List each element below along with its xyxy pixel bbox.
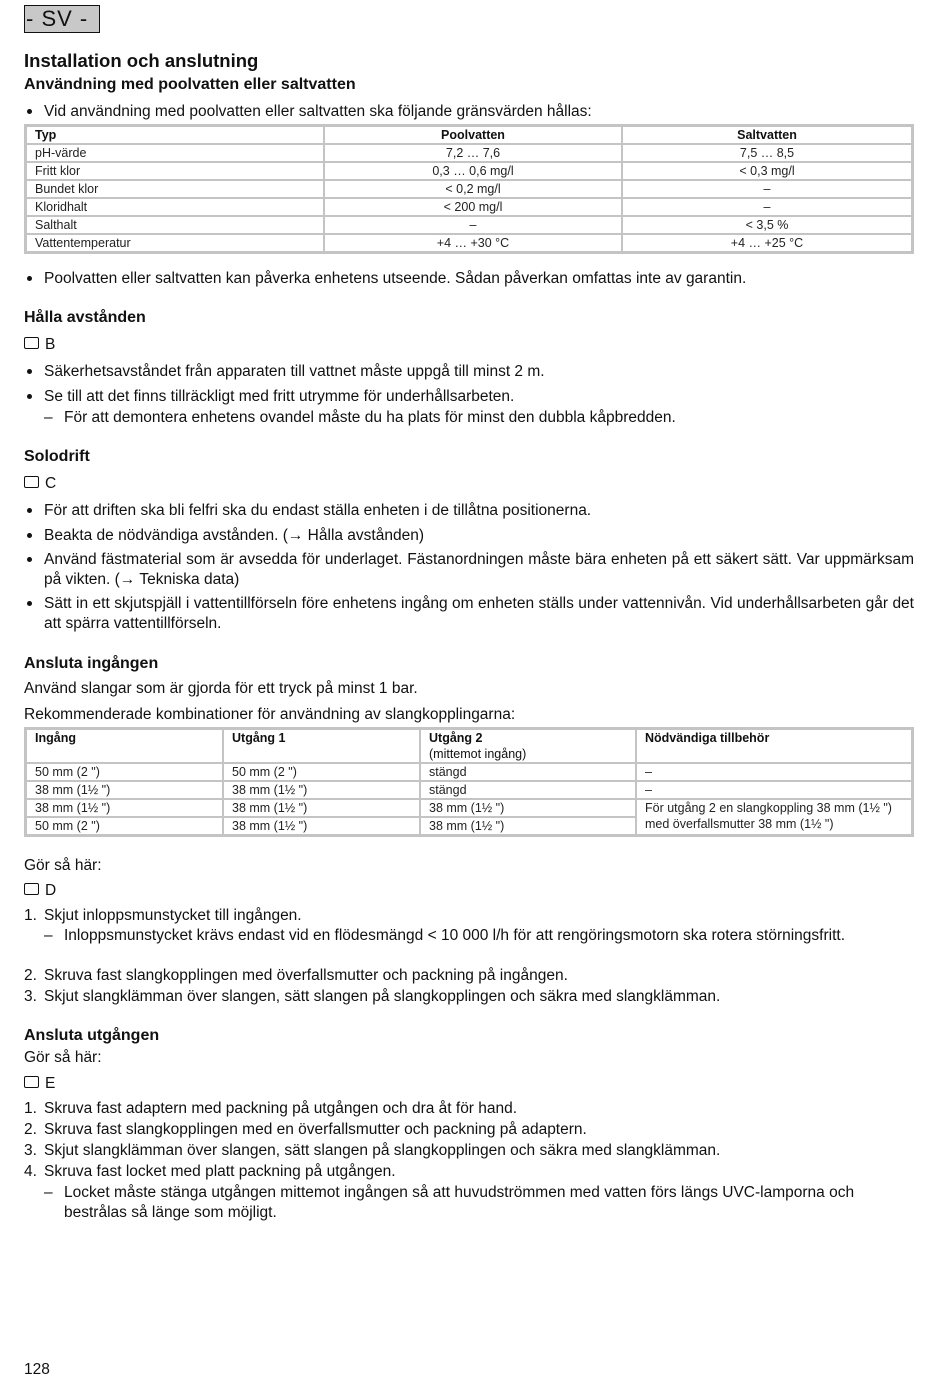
table-cell: 38 mm (1½ ") — [420, 799, 636, 817]
figure-ref-e — [24, 1075, 55, 1095]
distance-heading: Hålla avstånden — [24, 309, 146, 326]
step-text: Skjut slangklämman över slangen, sätt slangen på slangkopplingen och säkra med slangklämman. — [44, 1142, 721, 1159]
step-number: 4. — [24, 1163, 37, 1180]
distance-bullet-1 — [24, 362, 914, 382]
figure-icon — [24, 476, 39, 488]
inlet-paragraph-1: Använd slangar som är gjorda för ett tryck på minst 1 bar. — [24, 680, 418, 697]
dash-marker: – — [44, 409, 53, 426]
section-title: Installation och anslutning — [24, 50, 259, 71]
bullet-text: Vid användning med poolvatten eller saltvatten ska följande gränsvärden hållas: — [44, 103, 592, 120]
table-cell: 50 mm (2 ") — [26, 817, 223, 835]
inlet-step-1-sub — [44, 926, 914, 946]
table-cell: stängd — [420, 781, 636, 799]
step-text: Skjut inloppsmunstycket till ingången. — [44, 907, 302, 924]
figure-ref-b — [24, 336, 55, 356]
solo-bullet-1 — [24, 501, 914, 521]
table-cell: Vattentemperatur — [26, 234, 324, 252]
table-row — [26, 144, 912, 162]
bullet-text: För att driften ska bli felfri ska du endast ställa enheten i de tillåtna positionerna. — [44, 502, 592, 519]
table-cell: 38 mm (1½ ") — [223, 799, 420, 817]
table-row — [26, 180, 912, 198]
limits-table — [24, 124, 914, 254]
table-cell: Bundet klor — [26, 180, 324, 198]
table-cell: 7,2 … 7,6 — [324, 144, 622, 162]
outlet-step-3 — [24, 1141, 914, 1161]
table-cell: – — [324, 216, 622, 234]
step-number: 3. — [24, 1142, 37, 1159]
inlet-paragraph-2: Rekommenderade kombinationer för användning av slangkopplingarna: — [24, 706, 516, 723]
table-cell: – — [622, 180, 912, 198]
sub-text: Inloppsmunstycket krävs endast vid en flödesmängd < 10 000 l/h för att rengöringsmotorn ska rotera störningsfritt. — [64, 927, 846, 944]
table-cell: 50 mm (2 ") — [223, 763, 420, 781]
table-header-row — [26, 729, 912, 763]
table-cell-merged: För utgång 2 en slangkoppling 38 mm (1½ ") med överfallsmutter 38 mm (1½ ") — [636, 799, 912, 835]
table-row — [26, 799, 912, 817]
table-cell: – — [636, 781, 912, 799]
figure-icon — [24, 883, 39, 895]
step-text: Skruva fast adaptern med packning på utgången och dra åt för hand. — [44, 1100, 518, 1117]
pool-bullet-2 — [24, 269, 914, 289]
header-sublabel: (mittemot ingång) — [429, 747, 527, 761]
table-header-cell — [420, 729, 636, 763]
figure-ref-d — [24, 882, 56, 902]
table-cell: < 0,2 mg/l — [324, 180, 622, 198]
table-cell: 7,5 … 8,5 — [622, 144, 912, 162]
outlet-heading: Ansluta utgången — [24, 1027, 160, 1044]
distance-sub-1 — [44, 408, 914, 428]
sub-text: För att demontera enhetens ovandel måste du ha plats för minst den dubbla kåpbredden. — [64, 409, 676, 426]
table-cell: – — [636, 763, 912, 781]
step-number: 3. — [24, 988, 37, 1005]
table-cell: 38 mm (1½ ") — [26, 799, 223, 817]
figure-label: D — [45, 882, 57, 899]
table-cell: 38 mm (1½ ") — [420, 817, 636, 835]
outlet-step-4 — [24, 1162, 914, 1182]
sub-text: Locket måste stänga utgången mittemot ingången så att huvudströmmen med vatten förs längs UVC-lamporna och bestrålas så länge som möjligt. — [64, 1184, 855, 1221]
table-header-cell: Typ — [26, 126, 324, 144]
table-row — [26, 234, 912, 252]
bullet-text: Sätt in ett skjutspjäll i vattentillförseln före enhetens ingång om enheten ställs under vattennivån. Vid underhållsarbeten går det att spärra vattentillförseln. — [44, 595, 914, 632]
table-row — [26, 781, 912, 799]
table-cell: < 0,3 mg/l — [622, 162, 912, 180]
table-row — [26, 216, 912, 234]
table-cell: pH-värde — [26, 144, 324, 162]
table-header-cell: Ingång — [26, 729, 223, 763]
table-header-cell: Utgång 1 — [223, 729, 420, 763]
bullet-text: Beakta de nödvändiga avstånden. (→ Hålla avstånden) — [44, 527, 424, 544]
bullet-text: Poolvatten eller saltvatten kan påverka enhetens utseende. Sådan påverkan omfattas inte av garantin. — [44, 270, 747, 287]
inlet-step-1 — [24, 906, 914, 926]
figure-label: C — [45, 475, 57, 492]
table-cell: +4 … +30 °C — [324, 234, 622, 252]
table-cell: Salthalt — [26, 216, 324, 234]
language-badge: - SV - — [24, 5, 100, 33]
pool-heading: Användning med poolvatten eller saltvatten — [24, 76, 356, 93]
inlet-step-2 — [24, 966, 914, 986]
table-cell: +4 … +25 °C — [622, 234, 912, 252]
solo-bullet-4 — [24, 594, 914, 633]
table-cell: 38 mm (1½ ") — [26, 781, 223, 799]
table-cell: Kloridhalt — [26, 198, 324, 216]
distance-bullet-2 — [24, 387, 914, 407]
table-cell: < 200 mg/l — [324, 198, 622, 216]
table-row — [26, 162, 912, 180]
step-number: 2. — [24, 1121, 37, 1138]
table-cell: 38 mm (1½ ") — [223, 817, 420, 835]
outlet-howto: Gör så här: — [24, 1049, 102, 1066]
figure-ref-c — [24, 475, 56, 495]
table-cell: Fritt klor — [26, 162, 324, 180]
inlet-howto: Gör så här: — [24, 857, 102, 874]
outlet-step-4-sub — [44, 1183, 914, 1222]
step-number: 1. — [24, 907, 37, 924]
step-number: 2. — [24, 967, 37, 984]
page-number: 128 — [24, 1361, 50, 1378]
solo-heading: Solodrift — [24, 448, 90, 465]
figure-icon — [24, 337, 39, 349]
table-header-cell: Nödvändiga tillbehör — [636, 729, 912, 763]
outlet-step-2 — [24, 1120, 914, 1140]
table-cell: 0,3 … 0,6 mg/l — [324, 162, 622, 180]
outlet-step-1 — [24, 1099, 914, 1119]
solo-bullet-3 — [24, 550, 914, 589]
table-header-cell: Poolvatten — [324, 126, 622, 144]
bullet-text: Använd fästmaterial som är avsedda för underlaget. Fästanordningen måste bära enheten på ett säkert sätt. Var uppmärksam på vikten. (→ Tekniska data) — [44, 551, 914, 588]
figure-label: E — [45, 1075, 56, 1092]
inlet-heading: Ansluta ingången — [24, 655, 159, 672]
solo-bullet-2 — [24, 526, 914, 546]
dash-marker: – — [44, 1184, 53, 1201]
table-cell: – — [622, 198, 912, 216]
header-label: Utgång 2 — [429, 731, 483, 745]
table-header-row — [26, 126, 912, 144]
table-row — [26, 763, 912, 781]
step-number: 1. — [24, 1100, 37, 1117]
step-text: Skruva fast locket med platt packning på utgången. — [44, 1163, 396, 1180]
table-cell: < 3,5 % — [622, 216, 912, 234]
step-text: Skruva fast slangkopplingen med överfallsmutter och packning på ingången. — [44, 967, 568, 984]
coupling-table — [24, 727, 914, 837]
bullet-text: Säkerhetsavståndet från apparaten till vattnet måste uppgå till minst 2 m. — [44, 363, 545, 380]
table-cell: stängd — [420, 763, 636, 781]
step-text: Skjut slangklämman över slangen, sätt slangen på slangkopplingen och säkra med slangklämman. — [44, 988, 721, 1005]
dash-marker: – — [44, 927, 53, 944]
table-cell: 50 mm (2 ") — [26, 763, 223, 781]
figure-label: B — [45, 336, 56, 353]
bullet-text: Se till att det finns tillräckligt med fritt utrymme för underhållsarbeten. — [44, 388, 515, 405]
figure-icon — [24, 1076, 39, 1088]
table-row — [26, 198, 912, 216]
pool-bullet-1 — [24, 102, 914, 122]
step-text: Skruva fast slangkopplingen med en överfallsmutter och packning på adaptern. — [44, 1121, 587, 1138]
inlet-step-3 — [24, 987, 914, 1007]
table-cell: 38 mm (1½ ") — [223, 781, 420, 799]
table-header-cell: Saltvatten — [622, 126, 912, 144]
